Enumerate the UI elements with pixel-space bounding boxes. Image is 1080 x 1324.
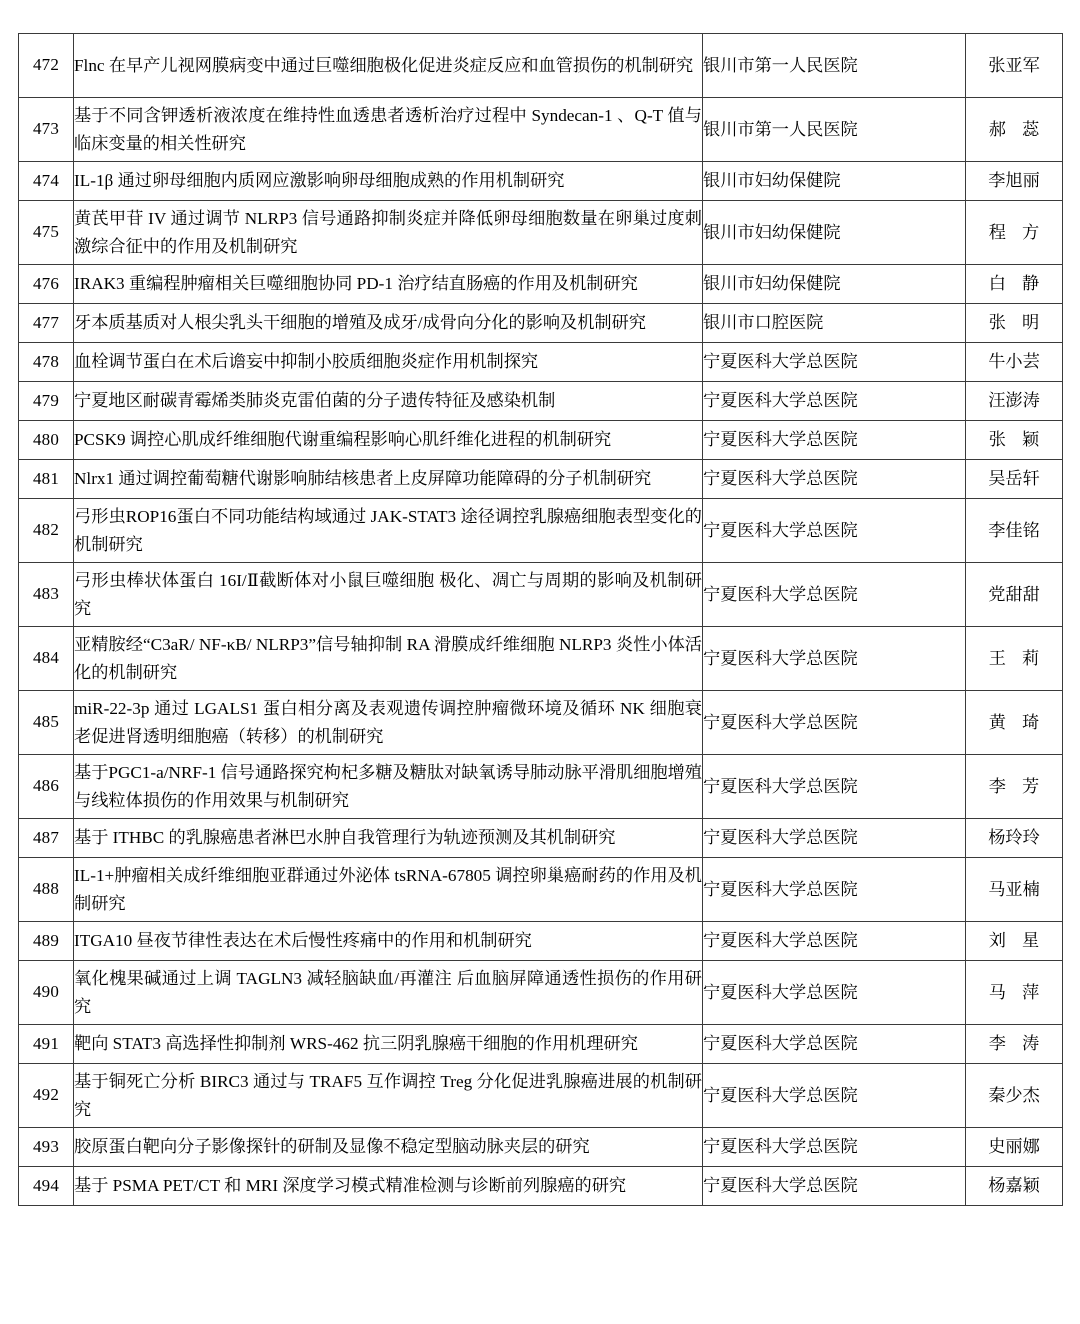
row-number: 478 (19, 343, 74, 382)
row-number: 482 (19, 499, 74, 563)
project-title: 弓形虫棒状体蛋白 16I/Ⅱ截断体对小鼠巨噬细胞 极化、凋亡与周期的影响及机制研究 (74, 563, 703, 627)
principal-investigator: 刘 星 (966, 922, 1063, 961)
project-title: 牙本质基质对人根尖乳头干细胞的增殖及成牙/成骨向分化的影响及机制研究 (74, 304, 703, 343)
institution-name: 宁夏医科大学总医院 (703, 858, 966, 922)
project-list-table-container (18, 33, 1062, 1206)
table-row (19, 421, 1063, 460)
institution-name: 宁夏医科大学总医院 (703, 499, 966, 563)
principal-investigator: 张亚军 (966, 34, 1063, 98)
project-title: Flnc 在早产儿视网膜病变中通过巨噬细胞极化促进炎症反应和血管损伤的机制研究 (74, 34, 703, 98)
project-title: 氧化槐果碱通过上调 TAGLN3 减轻脑缺血/再灌注 后血脑屏障通透性损伤的作用研究 (74, 961, 703, 1025)
principal-investigator: 张 明 (966, 304, 1063, 343)
row-number: 489 (19, 922, 74, 961)
row-number: 474 (19, 162, 74, 201)
project-title: 亚精胺经“C3aR/ NF-κB/ NLRP3”信号轴抑制 RA 滑膜成纤维细胞 NLRP3 炎性小体活化的机制研究 (74, 627, 703, 691)
project-title: ITGA10 昼夜节律性表达在术后慢性疼痛中的作用和机制研究 (74, 922, 703, 961)
institution-name: 宁夏医科大学总医院 (703, 460, 966, 499)
principal-investigator: 白 静 (966, 265, 1063, 304)
project-title: IRAK3 重编程肿瘤相关巨噬细胞协同 PD-1 治疗结直肠癌的作用及机制研究 (74, 265, 703, 304)
table-row (19, 563, 1063, 627)
principal-investigator: 李 芳 (966, 755, 1063, 819)
institution-name: 银川市妇幼保健院 (703, 265, 966, 304)
project-title: PCSK9 调控心肌成纤维细胞代谢重编程影响心肌纤维化进程的机制研究 (74, 421, 703, 460)
principal-investigator: 汪澎涛 (966, 382, 1063, 421)
principal-investigator: 马 萍 (966, 961, 1063, 1025)
table-row (19, 819, 1063, 858)
row-number: 493 (19, 1128, 74, 1167)
principal-investigator: 秦少杰 (966, 1064, 1063, 1128)
project-title: 基于 ITHBC 的乳腺癌患者淋巴水肿自我管理行为轨迹预测及其机制研究 (74, 819, 703, 858)
table-row (19, 1064, 1063, 1128)
row-number: 472 (19, 34, 74, 98)
row-number: 475 (19, 201, 74, 265)
row-number: 488 (19, 858, 74, 922)
table-row (19, 343, 1063, 382)
institution-name: 宁夏医科大学总医院 (703, 382, 966, 421)
principal-investigator: 程 方 (966, 201, 1063, 265)
principal-investigator: 马亚楠 (966, 858, 1063, 922)
row-number: 487 (19, 819, 74, 858)
table-row (19, 499, 1063, 563)
table-row (19, 382, 1063, 421)
table-row (19, 1167, 1063, 1206)
table-row (19, 1025, 1063, 1064)
table-row (19, 265, 1063, 304)
project-title: 宁夏地区耐碳青霉烯类肺炎克雷伯菌的分子遗传特征及感染机制 (74, 382, 703, 421)
row-number: 483 (19, 563, 74, 627)
table-row (19, 627, 1063, 691)
principal-investigator: 李佳铭 (966, 499, 1063, 563)
institution-name: 宁夏医科大学总医院 (703, 922, 966, 961)
project-title: miR-22-3p 通过 LGALS1 蛋白相分离及表观遗传调控肿瘤微环境及循环 NK 细胞衰老促进肾透明细胞癌（转移）的机制研究 (74, 691, 703, 755)
principal-investigator: 牛小芸 (966, 343, 1063, 382)
project-list-table (18, 33, 1063, 1206)
row-number: 490 (19, 961, 74, 1025)
institution-name: 银川市妇幼保健院 (703, 162, 966, 201)
row-number: 494 (19, 1167, 74, 1206)
row-number: 491 (19, 1025, 74, 1064)
project-title: 黄芪甲苷 IV 通过调节 NLRP3 信号通路抑制炎症并降低卵母细胞数量在卵巢过度刺激综合征中的作用及机制研究 (74, 201, 703, 265)
project-title: 弓形虫ROP16蛋白不同功能结构域通过 JAK-STAT3 途径调控乳腺癌细胞表型变化的机制研究 (74, 499, 703, 563)
project-title: 靶向 STAT3 高选择性抑制剂 WRS-462 抗三阴乳腺癌干细胞的作用机理研究 (74, 1025, 703, 1064)
institution-name: 宁夏医科大学总医院 (703, 421, 966, 460)
project-title: 基于PGC1-a/NRF-1 信号通路探究枸杞多糖及糖肽对缺氧诱导肺动脉平滑肌细胞增殖与线粒体损伤的作用效果与机制研究 (74, 755, 703, 819)
principal-investigator: 黄 琦 (966, 691, 1063, 755)
institution-name: 宁夏医科大学总医院 (703, 1167, 966, 1206)
project-title: IL-1β 通过卵母细胞内质网应激影响卵母细胞成熟的作用机制研究 (74, 162, 703, 201)
row-number: 492 (19, 1064, 74, 1128)
institution-name: 宁夏医科大学总医院 (703, 691, 966, 755)
table-row (19, 304, 1063, 343)
project-title: Nlrx1 通过调控葡萄糖代谢影响肺结核患者上皮屏障功能障碍的分子机制研究 (74, 460, 703, 499)
project-title: 基于不同含钾透析液浓度在维持性血透患者透析治疗过程中 Syndecan-1 、Q-T 值与临床变量的相关性研究 (74, 98, 703, 162)
institution-name: 银川市第一人民医院 (703, 98, 966, 162)
principal-investigator: 张 颖 (966, 421, 1063, 460)
row-number: 485 (19, 691, 74, 755)
institution-name: 银川市第一人民医院 (703, 34, 966, 98)
project-title: 血栓调节蛋白在术后谵妄中抑制小胶质细胞炎症作用机制探究 (74, 343, 703, 382)
table-row (19, 755, 1063, 819)
table-row (19, 961, 1063, 1025)
table-row (19, 201, 1063, 265)
institution-name: 宁夏医科大学总医院 (703, 343, 966, 382)
institution-name: 宁夏医科大学总医院 (703, 755, 966, 819)
table-row (19, 460, 1063, 499)
principal-investigator: 吴岳轩 (966, 460, 1063, 499)
table-row (19, 922, 1063, 961)
principal-investigator: 王 莉 (966, 627, 1063, 691)
institution-name: 宁夏医科大学总医院 (703, 1064, 966, 1128)
principal-investigator: 杨嘉颖 (966, 1167, 1063, 1206)
table-row (19, 162, 1063, 201)
row-number: 473 (19, 98, 74, 162)
table-row (19, 34, 1063, 98)
institution-name: 宁夏医科大学总医院 (703, 819, 966, 858)
principal-investigator: 李旭丽 (966, 162, 1063, 201)
institution-name: 宁夏医科大学总医院 (703, 1025, 966, 1064)
project-title: 基于 PSMA PET/CT 和 MRI 深度学习模式精准检测与诊断前列腺癌的研究 (74, 1167, 703, 1206)
table-row (19, 1128, 1063, 1167)
principal-investigator: 史丽娜 (966, 1128, 1063, 1167)
institution-name: 银川市口腔医院 (703, 304, 966, 343)
project-title: 胶原蛋白靶向分子影像探针的研制及显像不稳定型脑动脉夹层的研究 (74, 1128, 703, 1167)
institution-name: 宁夏医科大学总医院 (703, 627, 966, 691)
principal-investigator: 杨玲玲 (966, 819, 1063, 858)
table-row (19, 691, 1063, 755)
row-number: 484 (19, 627, 74, 691)
project-title: IL-1+肿瘤相关成纤维细胞亚群通过外泌体 tsRNA-67805 调控卵巢癌耐药的作用及机制研究 (74, 858, 703, 922)
row-number: 476 (19, 265, 74, 304)
principal-investigator: 李 涛 (966, 1025, 1063, 1064)
table-body (19, 34, 1063, 1206)
row-number: 481 (19, 460, 74, 499)
institution-name: 宁夏医科大学总医院 (703, 563, 966, 627)
institution-name: 宁夏医科大学总医院 (703, 961, 966, 1025)
row-number: 486 (19, 755, 74, 819)
table-row (19, 858, 1063, 922)
row-number: 477 (19, 304, 74, 343)
row-number: 479 (19, 382, 74, 421)
institution-name: 银川市妇幼保健院 (703, 201, 966, 265)
principal-investigator: 郝 蕊 (966, 98, 1063, 162)
institution-name: 宁夏医科大学总医院 (703, 1128, 966, 1167)
table-row (19, 98, 1063, 162)
project-title: 基于铜死亡分析 BIRC3 通过与 TRAF5 互作调控 Treg 分化促进乳腺癌进展的机制研究 (74, 1064, 703, 1128)
principal-investigator: 党甜甜 (966, 563, 1063, 627)
row-number: 480 (19, 421, 74, 460)
